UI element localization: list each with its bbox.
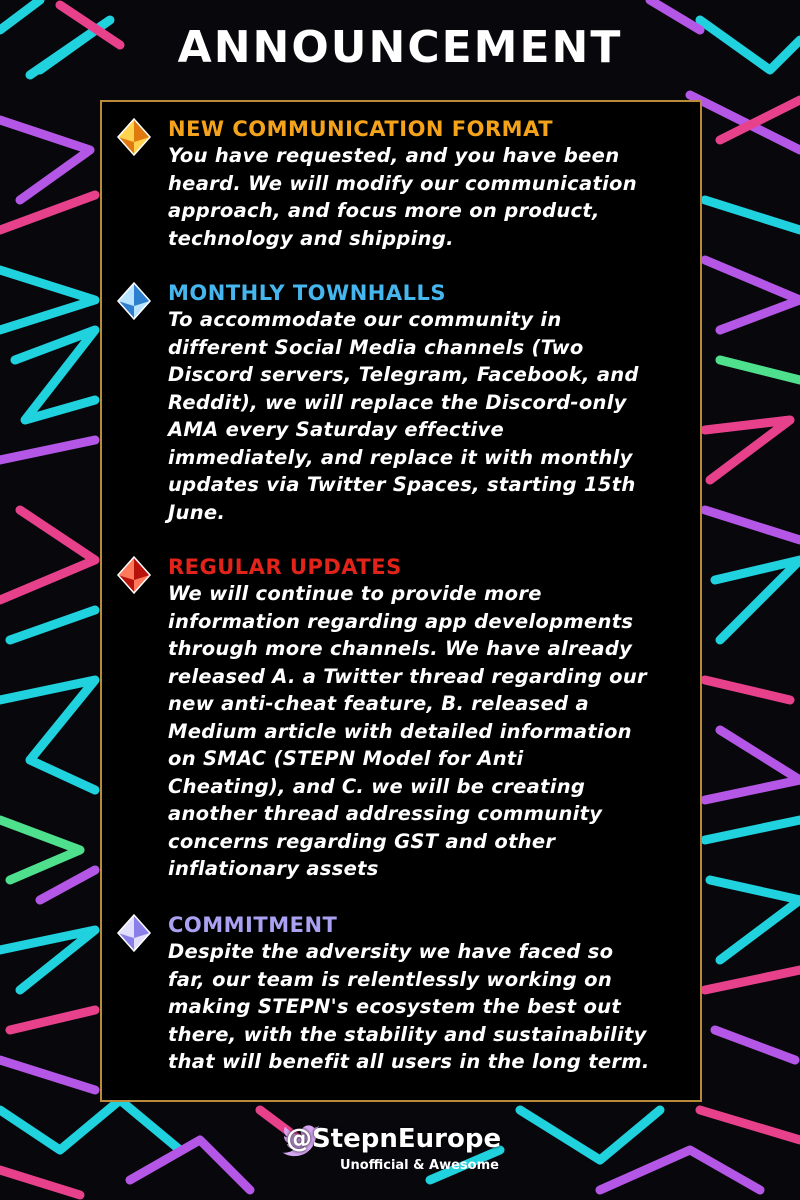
section-regular-updates: [168, 554, 698, 883]
body-line: inflationary assets: [168, 857, 379, 880]
body-line: on SMAC (STEPN Model for Anti: [168, 747, 524, 770]
footer: [0, 1118, 800, 1198]
section-body: [168, 580, 698, 883]
body-line: heard. We will modify our communication: [168, 171, 637, 195]
page-title: ANNOUNCEMENT: [177, 22, 623, 73]
section-title: REGULAR UPDATES: [168, 555, 402, 579]
section-title: NEW COMMUNICATION FORMAT: [168, 117, 554, 141]
body-line: To accommodate our community in: [168, 308, 562, 331]
section-title: MONTHLY TOWNHALLS: [168, 281, 446, 305]
body-line: released A. a Twitter thread regarding our: [168, 664, 647, 688]
body-line: immediately, and replace it with monthly: [168, 445, 633, 469]
diamond-gem-icon: [116, 556, 152, 594]
announcement-panel: [100, 100, 702, 1102]
body-line: making STEPN's ecosystem the best out: [168, 995, 621, 1018]
body-line: information regarding app developments: [168, 609, 634, 633]
body-line: Reddit), we will replace the Discord-only: [168, 390, 627, 414]
body-line: AMA every Saturday effective: [168, 418, 505, 441]
body-line: Medium article with detailed information: [168, 719, 632, 743]
body-line: Despite the adversity we have faced so: [168, 940, 614, 963]
body-line: different Social Media channels (Two: [168, 335, 584, 359]
section-title: COMMITMENT: [168, 913, 338, 937]
body-line: far, our team is relentlessly working on: [168, 967, 613, 991]
diamond-gem-icon: [116, 914, 152, 952]
body-line: another thread addressing community: [168, 802, 603, 825]
twitter-handle: @StepnEurope: [286, 1124, 502, 1154]
body-line: June.: [168, 500, 226, 524]
diamond-gem-icon: [116, 282, 152, 320]
section-body: [168, 306, 698, 526]
body-line: Cheating), and C. we will be creating: [168, 774, 586, 798]
body-line: technology and shipping.: [168, 226, 454, 250]
tagline: Unofficial & Awesome: [340, 1158, 499, 1173]
section-monthly-townhalls: [168, 280, 698, 526]
section-body: [168, 142, 698, 252]
section-body: [168, 938, 698, 1076]
body-line: that will benefit all users in the long term.: [168, 1050, 650, 1073]
body-line: new anti-cheat feature, B. released a: [168, 692, 589, 715]
body-line: You have requested, and you have been: [168, 144, 620, 167]
body-line: approach, and focus more on product,: [168, 199, 600, 222]
body-line: updates via Twitter Spaces, starting 15th: [168, 473, 636, 496]
body-line: there, with the stability and sustainability: [168, 1022, 647, 1046]
body-line: concerns regarding GST and other: [168, 829, 556, 853]
body-line: We will continue to provide more: [168, 582, 542, 605]
body-line: Discord servers, Telegram, Facebook, and: [168, 363, 639, 386]
body-line: through more channels. We have already: [168, 637, 633, 660]
section-commitment: [168, 912, 698, 1076]
diamond-gem-icon: [116, 118, 152, 156]
section-communication-format: [168, 116, 698, 252]
